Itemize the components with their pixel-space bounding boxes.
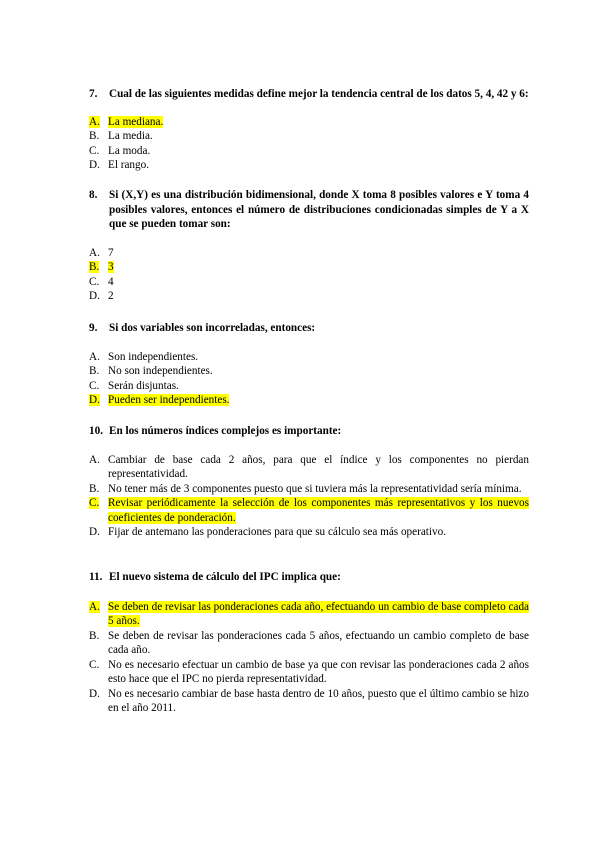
- answer-option-c: [89, 658, 529, 687]
- question-number: 7.: [89, 88, 98, 100]
- option-letter: C.: [89, 497, 100, 509]
- question-number: 11.: [89, 571, 103, 583]
- answer-option-c: [89, 379, 529, 394]
- answer-options: [89, 350, 529, 408]
- answer-options: [89, 246, 529, 304]
- option-text: Se deben de revisar las ponderaciones cada 5 años, efectuando un cambio completo de base cada año.: [108, 629, 529, 656]
- answer-option-b: [89, 629, 529, 658]
- question-title: [89, 570, 529, 585]
- question-text: En los números índices complejos es importante:: [109, 425, 342, 437]
- option-text: No tener más de 3 componentes puesto que si tuviera más la representatividad sería mínima.: [108, 482, 522, 495]
- answer-option-a: [89, 453, 529, 482]
- option-letter: D.: [89, 290, 100, 302]
- answer-option-c: [89, 144, 529, 159]
- question-text: Cual de las siguientes medidas define mejor la tendencia central de los datos 5, 4, 42 y 6:: [109, 88, 529, 100]
- question-text: Si dos variables son incorreladas, entonces:: [109, 322, 316, 334]
- question-10: [89, 424, 529, 540]
- option-letter: D.: [89, 394, 100, 406]
- answer-option-d: [89, 289, 529, 304]
- question-7: [89, 87, 529, 173]
- option-text: Pueden ser independientes.: [108, 394, 230, 406]
- question-title: [89, 87, 529, 102]
- answer-option-c: [89, 275, 529, 290]
- question-number: 10.: [89, 425, 103, 437]
- answer-option-a: [89, 246, 529, 261]
- option-letter: A.: [89, 453, 100, 466]
- option-text: No es necesario cambiar de base hasta dentro de 10 años, puesto que el último cambio se hizo en el año 2011.: [108, 687, 529, 714]
- question-9: [89, 321, 529, 408]
- answer-option-b: [89, 129, 529, 144]
- answer-option-d: [89, 687, 529, 716]
- option-text: No es necesario efectuar un cambio de base ya que con revisar las ponderaciones cada 2 años esto hace que el IPC no pierda representatividad.: [108, 658, 529, 685]
- option-letter: A.: [89, 246, 100, 259]
- option-letter: A.: [89, 115, 100, 128]
- option-letter: B.: [89, 482, 100, 495]
- answer-option-a: [89, 350, 529, 365]
- answer-option-d: [89, 525, 529, 540]
- answer-options: [89, 115, 529, 173]
- answer-options: [89, 600, 529, 716]
- question-title: [89, 321, 529, 336]
- answer-option-b: [89, 482, 529, 497]
- question-text: El nuevo sistema de cálculo del IPC implica que:: [109, 571, 341, 583]
- option-letter: C.: [89, 379, 100, 392]
- option-letter: C.: [89, 658, 100, 671]
- option-letter: D.: [89, 687, 100, 700]
- question-title: [89, 188, 529, 232]
- option-text: Fijar de antemano las ponderaciones para que su cálculo sea más operativo.: [108, 526, 446, 538]
- answer-option-d: [89, 393, 529, 408]
- option-text: 7: [108, 246, 114, 259]
- answer-option-c: [89, 496, 529, 525]
- answer-option-a: [89, 115, 529, 130]
- question-number: 8.: [89, 189, 98, 201]
- option-letter: C.: [89, 275, 100, 288]
- option-text: 3: [108, 261, 114, 273]
- option-text: La media.: [108, 130, 153, 142]
- option-text: La mediana.: [108, 115, 164, 128]
- option-text: Son independientes.: [108, 350, 199, 363]
- option-letter: D.: [89, 526, 100, 538]
- option-text: Cambiar de base cada 2 años, para que el índice y los componentes no pierdan representatividad.: [108, 453, 529, 480]
- question-number: 9.: [89, 322, 98, 334]
- question-11: [89, 570, 529, 716]
- option-text: 4: [108, 275, 114, 288]
- answer-option-a: [89, 600, 529, 629]
- option-letter: B.: [89, 365, 100, 377]
- option-letter: B.: [89, 261, 100, 273]
- option-text: Se deben de revisar las ponderaciones cada año, efectuando un cambio de base completo cada 5 años.: [108, 600, 529, 627]
- option-letter: B.: [89, 629, 100, 642]
- question-text: Si (X,Y) es una distribución bidimensional, donde X toma 8 posibles valores e Y toma 4 posibles valores, entonces el número de distribuciones condicionadas simples de Y a X que se pueden tomar son:: [109, 189, 529, 230]
- option-letter: C.: [89, 144, 100, 157]
- option-text: 2: [108, 290, 114, 302]
- option-text: Serán disjuntas.: [108, 379, 179, 392]
- answer-option-b: [89, 260, 529, 275]
- option-text: La moda.: [108, 144, 151, 157]
- option-text: No son independientes.: [108, 365, 213, 377]
- question-title: [89, 424, 529, 439]
- answer-option-d: [89, 158, 529, 173]
- question-8: [89, 188, 529, 304]
- answer-options: [89, 453, 529, 540]
- option-text: Revisar periódicamente la selección de los componentes más representativos y los nuevos coeficientes de ponderación.: [108, 497, 529, 524]
- option-text: El rango.: [108, 159, 150, 171]
- option-letter: D.: [89, 159, 100, 171]
- option-letter: B.: [89, 130, 100, 142]
- option-letter: A.: [89, 600, 100, 613]
- answer-option-b: [89, 364, 529, 379]
- option-letter: A.: [89, 350, 100, 363]
